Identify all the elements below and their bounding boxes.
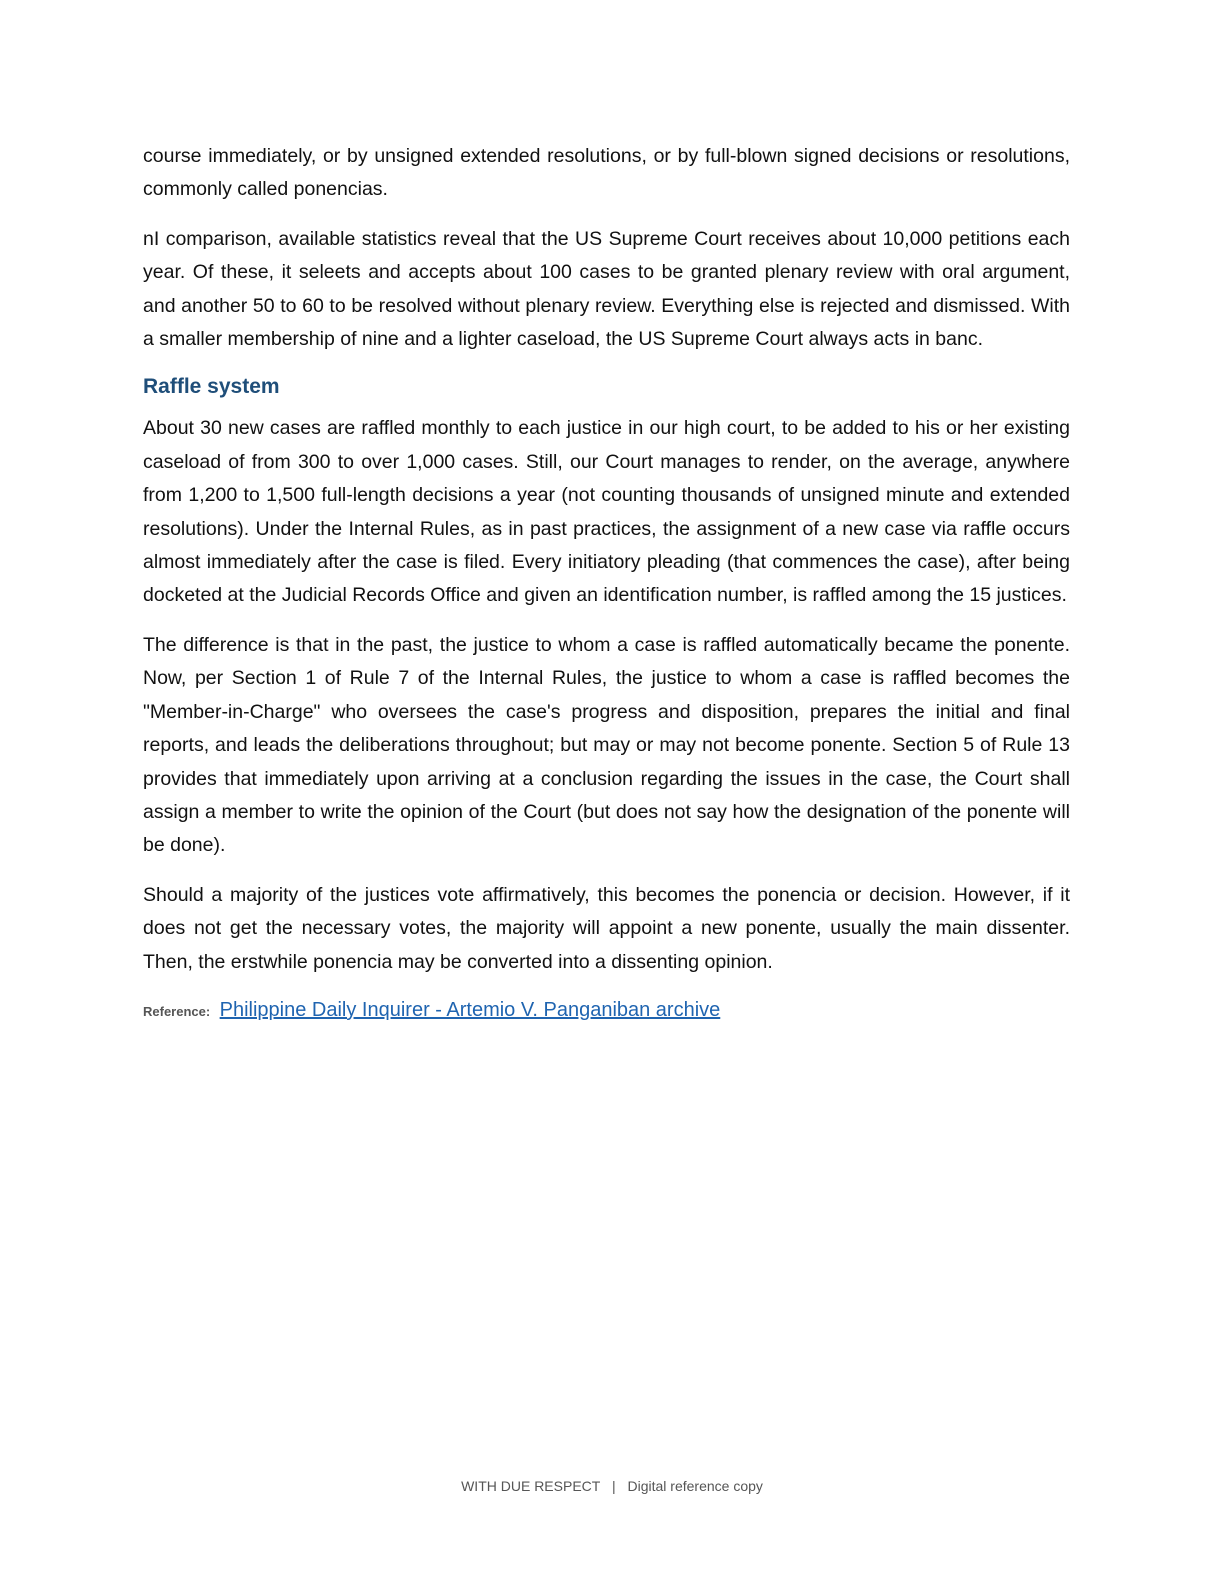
footer-separator: |	[611, 1478, 616, 1494]
reference-label: Reference:	[143, 1003, 211, 1019]
body-paragraph: nI comparison, available statistics reveal that the US Supreme Court receives about 10,000 petitions each year. Of these, it seleets and accepts about 100 cases to be granted plenary review with oral argument, and another 50 to 60 to be resolved without plenary review. Everything else is rejected and dismissed. With a smaller membership of nine and a lighter caseload, the US Supreme Court always acts in banc.	[143, 227, 1070, 351]
body-paragraph: The difference is that in the past, the justice to whom a case is raffled automatically became the ponente. Now, per Section 1 of Rule 7 of the Internal Rules, the justice to whom a case is raffled becomes the "Member-in-Charge" who oversees the case's progress and disposition, prepares the initial and final reports, and leads the deliberations throughout; but may or may not become ponente. Section 5 of Rule 13 provides that immediately upon arriving at a conclusion regarding the issues in the case, the Court shall assign a member to write the opinion of the Court (but does not say how the designation of the ponente will be done).	[143, 633, 1070, 857]
footer-title: WITH DUE RESPECT	[461, 1478, 601, 1494]
document-body	[143, 140, 1070, 1027]
body-paragraph: Should a majority of the justices vote affirmatively, this becomes the ponencia or decision. However, if it does not get the necessary votes, the majority will appoint a new ponente, usually the main dissenter. Then, the erstwhile ponencia may be converted into a dissenting opinion.	[143, 883, 1070, 973]
section-heading: Raffle system	[143, 375, 280, 399]
body-paragraph: course immediately, or by unsigned extended resolutions, or by full-blown signed decisions or resolutions, commonly called ponencias.	[143, 145, 1070, 201]
page-footer	[0, 1478, 1224, 1494]
body-paragraph: About 30 new cases are raffled monthly to each justice in our high court, to be added to his or her existing caseload of from 300 to over 1,000 cases. Still, our Court manages to render, on the average, anywhere from 1,200 to 1,500 full-length decisions a year (not counting thousands of unsigned minute and extended resolutions). Under the Internal Rules, as in past practices, the assignment of a new case via raffle occurs almost immediately after the case is filed. Every initiatory pleading (that commences the case), after being docketed at the Judicial Records Office and given an identification number, is raffled among the 15 justices.	[143, 417, 1070, 607]
reference-link[interactable]: Philippine Daily Inquirer - Artemio V. Panganiban archive	[219, 998, 721, 1021]
reference-line	[143, 995, 1070, 1027]
footer-subtitle: Digital reference copy	[627, 1478, 763, 1494]
